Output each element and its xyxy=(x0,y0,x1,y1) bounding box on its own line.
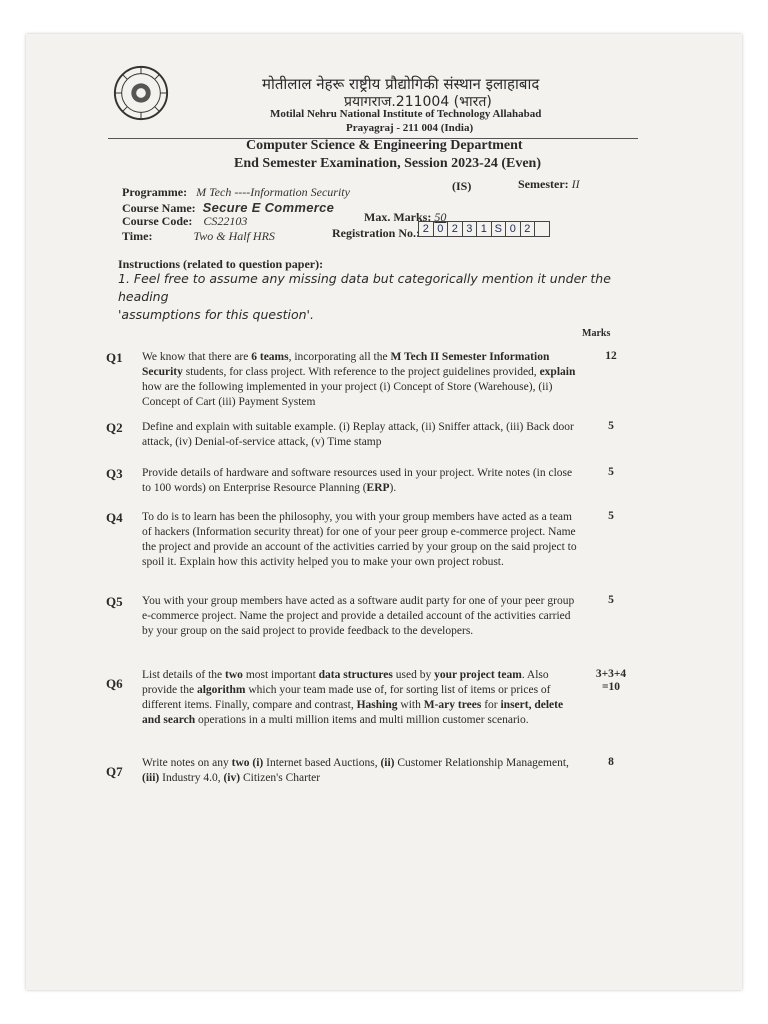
question-text: Provide details of hardware and software resources used in your project. Write notes (in close to 100 words) on Enterprise Resource Planning (ERP). xyxy=(142,467,573,494)
question-marks: 5 xyxy=(608,594,614,606)
question-number: Q7 xyxy=(106,764,123,779)
institute-emblem-icon xyxy=(112,64,170,122)
programme-value: M Tech ----Information Security xyxy=(196,185,350,199)
registration-row xyxy=(332,226,420,241)
semester-label: Semester: xyxy=(518,177,569,191)
course-code-label: Course Code: xyxy=(122,214,193,228)
time-label: Time: xyxy=(122,229,153,243)
marks-column-heading: Marks xyxy=(582,328,611,339)
question-marks: 5 xyxy=(608,510,614,522)
institute-city: Prayagraj - 211 004 (India) xyxy=(346,122,474,134)
reg-digit: 2 xyxy=(448,222,463,236)
max-marks-label: Max. Marks: xyxy=(364,210,432,224)
question-text: To do is to learn has been the philosophy, you with your group members have acted as a team of hackers (Information security threat) for one of your peer group e-commerce project. Name the project and provide an account of the activities carried by your group on the said project to spoil it. Explain how this activity helped you to make your own project robust. xyxy=(142,511,577,568)
exam-paper xyxy=(26,34,742,990)
instructions-heading: Instructions (related to question paper): xyxy=(118,257,324,271)
reg-digit: 3 xyxy=(463,222,478,236)
reg-digit xyxy=(535,222,549,236)
registration-number-boxes xyxy=(418,221,550,237)
exam-title: End Semester Examination, Session 2023-24 (Even) xyxy=(234,156,541,171)
time-value: Two & Half HRS xyxy=(193,229,275,243)
time-row xyxy=(122,229,275,244)
registration-label: Registration No.: xyxy=(332,226,420,240)
programme-row xyxy=(122,185,350,200)
question-marks: 5 xyxy=(608,420,614,432)
institute-city-hindi: प्रयागराज.211004 (भारत) xyxy=(344,94,492,110)
reg-digit: 0 xyxy=(506,222,521,236)
question-marks: 8 xyxy=(608,756,614,768)
question-number: Q6 xyxy=(106,676,123,691)
question-text: Define and explain with suitable example. (i) Replay attack, (ii) Sniffer attack, (iii) Back door attack, (iv) Denial-of-service attack, (v) Time stamp xyxy=(142,421,574,448)
max-marks-value: 50 xyxy=(434,210,447,224)
instructions-text: 1. Feel free to assume any missing data but categorically mention it under the heading 'assumptions for this question'. xyxy=(118,271,611,322)
question-marks: 5 xyxy=(608,466,614,478)
question-number: Q2 xyxy=(106,420,123,435)
question-number: Q4 xyxy=(106,510,123,525)
semester-value: II xyxy=(571,177,580,191)
question-text: We know that there are 6 teams, incorporating all the M Tech II Semester Information Security students, for class project. With reference to the project guidelines provided, explain how are the following implemented in your project (i) Concept of Store (Warehouse), (ii) Concept of Cart (iii) Payment System xyxy=(142,351,576,408)
question-text: List details of the two most important data structures used by your project team. Also provide the algorithm which your team made use of, for sorting list of items or prices of different items. Finally, compare and contrast, Hashing with M-ary trees for insert, delete and search operations in a multi million items and multi million customer scenario. xyxy=(142,669,564,726)
course-name-value: Secure E Commerce xyxy=(202,200,335,215)
question-number: Q1 xyxy=(106,350,123,365)
programme-label: Programme: xyxy=(122,185,188,199)
question-text: Write notes on any two (i) Internet based Auctions, (ii) Customer Relationship Management, (iii) Industry 4.0, (iv) Citizen's Charter xyxy=(142,757,569,784)
reg-digit: 0 xyxy=(434,222,449,236)
question-text: You with your group members have acted as a software audit party for one of your peer group e-commerce project. Name the project and provide a detailed account of the activities carried by your group on the said project to provide feedback to the developers. xyxy=(142,595,575,637)
programme-abbr: (IS) xyxy=(452,179,472,193)
department-title: Computer Science & Engineering Department xyxy=(246,138,523,153)
course-name-label: Course Name: xyxy=(122,201,196,215)
institute-name-hindi: मोतीलाल नेहरू राष्ट्रीय प्रौद्योगिकी संस्थान इलाहाबाद xyxy=(262,75,540,93)
reg-digit: 2 xyxy=(419,222,434,236)
institute-name: Motilal Nehru National Institute of Technology Allahabad xyxy=(270,108,542,120)
question-marks: 12 xyxy=(605,350,617,362)
reg-digit: 1 xyxy=(477,222,492,236)
reg-digit: S xyxy=(492,222,507,236)
course-code-value: CS22103 xyxy=(203,214,248,228)
semester-row xyxy=(518,177,580,192)
question-number: Q3 xyxy=(106,466,123,481)
course-code-row xyxy=(122,214,247,229)
reg-digit: 2 xyxy=(521,222,536,236)
question-number: Q5 xyxy=(106,594,123,609)
question-marks: 3+3+4 =10 xyxy=(595,668,627,693)
